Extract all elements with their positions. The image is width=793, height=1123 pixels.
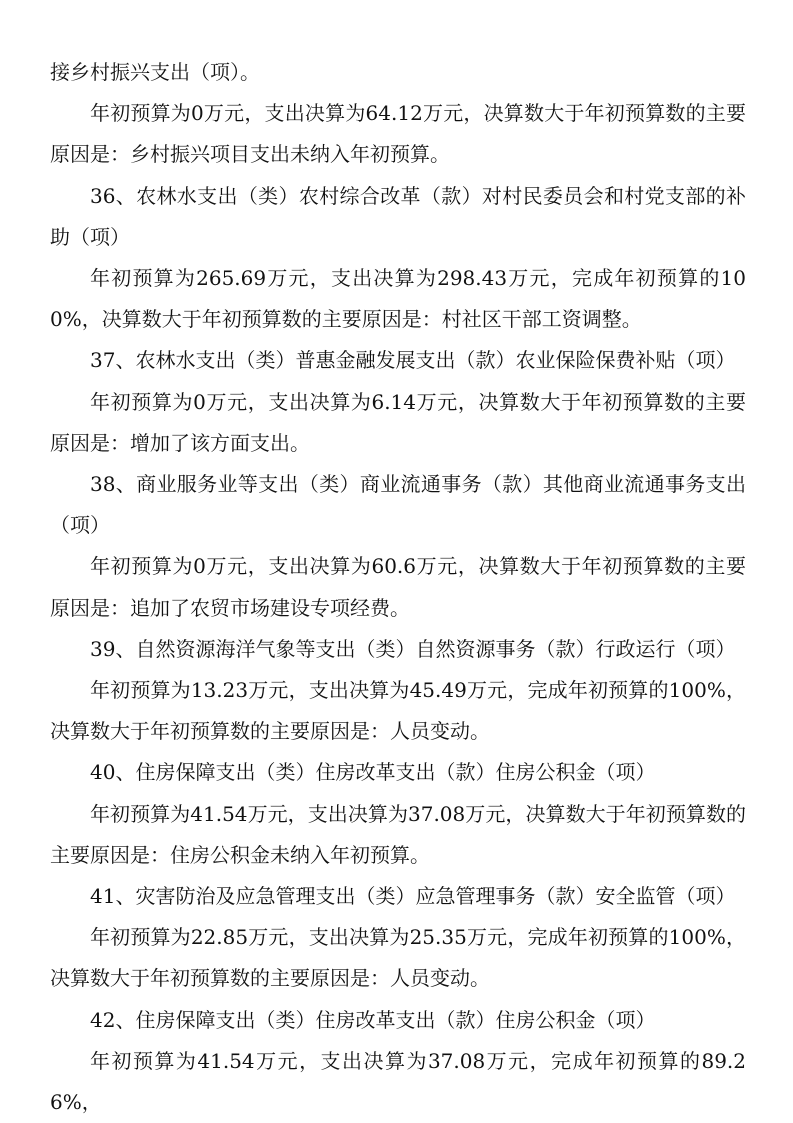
paragraph: 年初预算为41.54万元，支出决算为37.08万元，决算数大于年初预算数的主要原因是：住房公积金未纳入年初预算。	[50, 801, 746, 867]
paragraph: 年初预算为22.85万元，支出决算为25.35万元，完成年初预算的100%，决算数大于年初预算数的主要原因是：人员变动。	[50, 925, 746, 991]
section-heading: 42、住房保障支出（类）住房改革支出（款）住房公积金（项）	[90, 1007, 656, 1032]
section-heading: 37、农林水支出（类）普惠金融发展支出（款）农业保险保费补贴（项）	[90, 348, 736, 373]
paragraph: 年初预算为41.54万元，支出决算为37.08万元，完成年初预算的89.26%，	[50, 1048, 746, 1115]
section-heading: 36、农林水支出（类）农村综合改革（款）对村民委员会和村党支部的补助（项）	[50, 183, 746, 249]
section-heading: 41、灾害防治及应急管理支出（类）应急管理事务（款）安全监管（项）	[90, 884, 736, 909]
section-heading: 40、住房保障支出（类）住房改革支出（款）住房公积金（项）	[90, 760, 656, 785]
paragraph: 年初预算为13.23万元，支出决算为45.49万元，完成年初预算的100%，决算数大于年初预算数的主要原因是：人员变动。	[50, 678, 746, 744]
section-heading: 38、商业服务业等支出（类）商业流通事务（款）其他商业流通事务支出（项）	[50, 472, 746, 538]
paragraph: 年初预算为265.69万元，支出决算为298.43万元，完成年初预算的100%，决算数大于年初预算数的主要原因是：村社区干部工资调整。	[50, 266, 746, 332]
paragraph: 年初预算为0万元，支出决算为64.12万元，决算数大于年初预算数的主要原因是：乡村振兴项目支出未纳入年初预算。	[50, 101, 746, 167]
section-heading: 39、自然资源海洋气象等支出（类）自然资源事务（款）行政运行（项）	[90, 636, 736, 661]
document-body	[50, 52, 746, 1123]
paragraph: 接乡村振兴支出（项）。	[50, 60, 260, 84]
paragraph: 年初预算为0万元，支出决算为6.14万元，决算数大于年初预算数的主要原因是：增加了该方面支出。	[50, 389, 746, 455]
paragraph: 年初预算为0万元，支出决算为60.6万元，决算数大于年初预算数的主要原因是：追加了农贸市场建设专项经费。	[50, 554, 746, 620]
